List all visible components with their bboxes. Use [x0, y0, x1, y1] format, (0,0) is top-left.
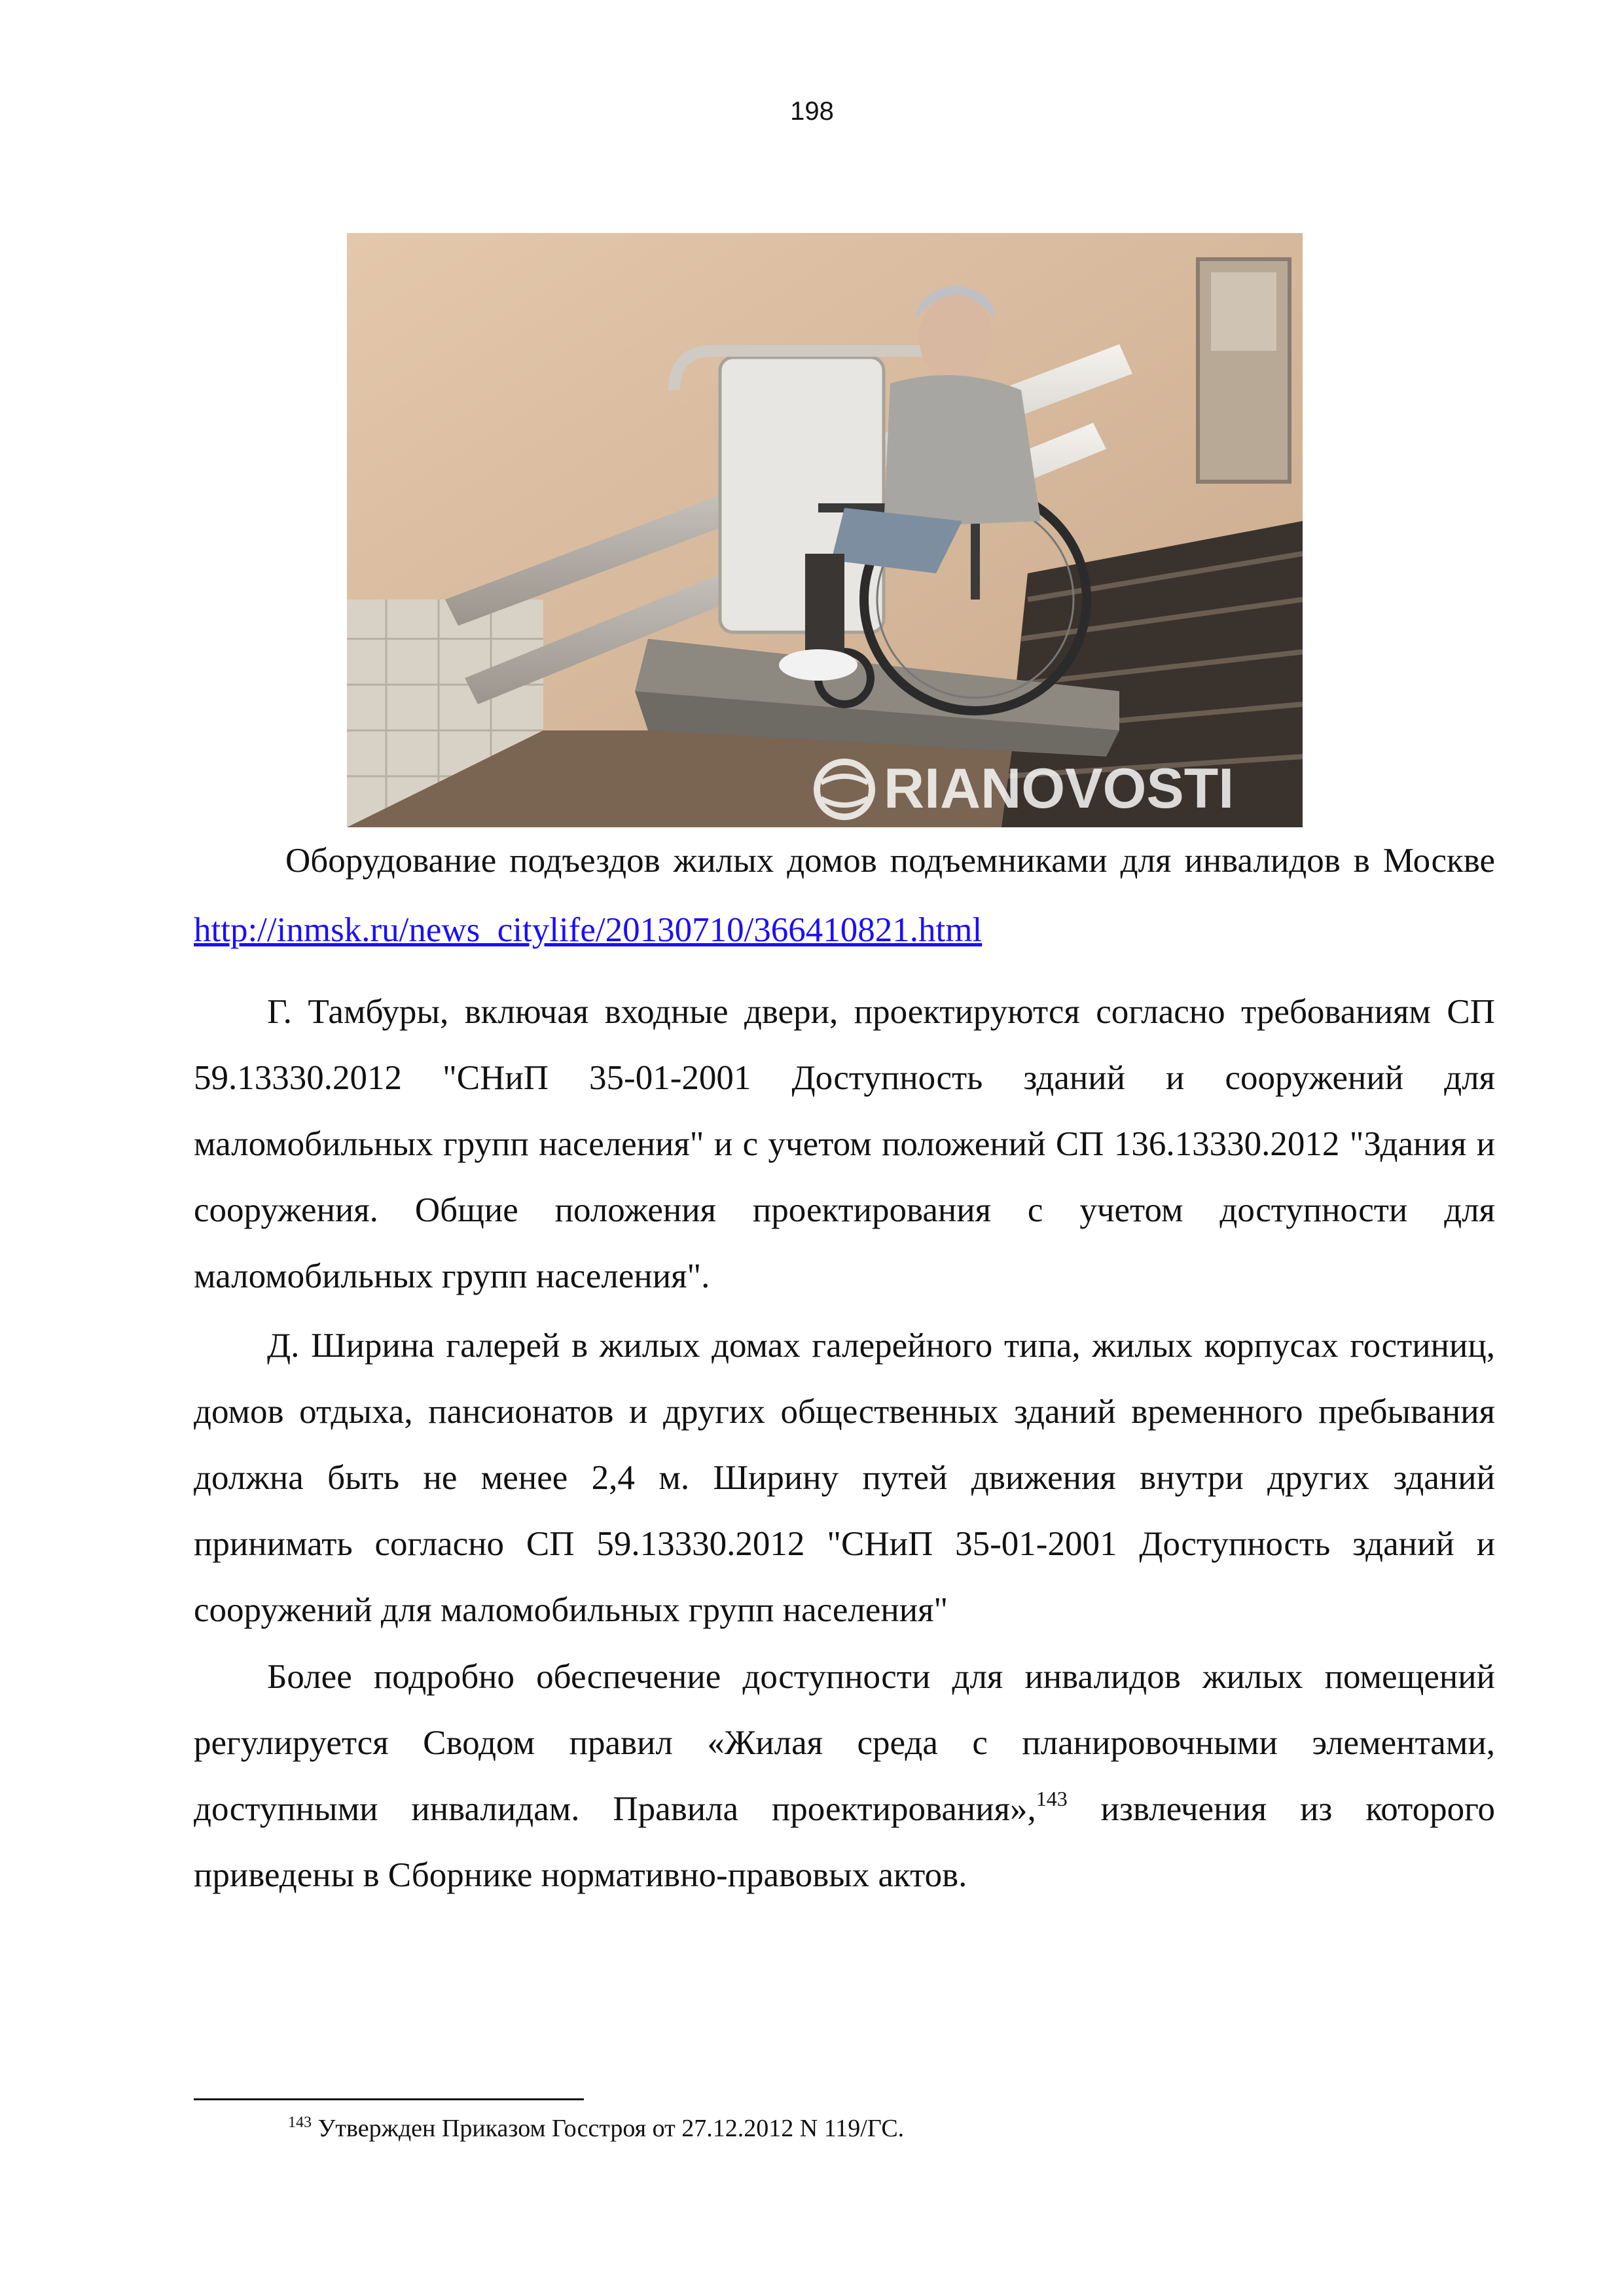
paragraph-g: Г. Тамбуры, включая входные двери, проектируются согласно требованиям СП 59.13330.2012 "СНиП 35-01-2001 Доступность зданий и сооружений для маломобильных групп населения" и с учетом положений СП 136.13330.2012 "Здания и сооружения. Общие положения проектирования с учетом доступности для маломобильных групп населения".: [194, 993, 1495, 1295]
paragraph-more-info: [194, 1644, 1495, 1909]
photo-caption: [194, 826, 1495, 965]
footnote-divider: [194, 2098, 584, 2100]
paragraph-text-before-ref: Более подробно обеспечение доступности для инвалидов жилых помещений регулируется Сводом правил «Жилая среда с планировочными элементами, доступными инвалидам. Правила проектирования»,: [194, 1658, 1495, 1828]
paragraph-d: Д. Ширина галерей в жилых домах галерейного типа, жилых корпусах гостиниц, домов отдыха, пансионатов и других общественных зданий временного пребывания должна быть не менее 2,4 м. Ширину путей движения внутри других зданий принимать согласно СП 59.13330.2012 "СНиП 35-01-2001 Доступность зданий и сооружений для маломобильных групп населения": [194, 1327, 1495, 1629]
photo-stair-lift: [347, 233, 1303, 827]
caption-text: Оборудование подъездов жилых домов подъемниками для инвалидов в Москве: [285, 842, 1495, 880]
footnote-ref-143[interactable]: 143: [1036, 1787, 1068, 1810]
caption-source-link[interactable]: http://inmsk.ru/news_citylife/20130710/366410821.html: [194, 911, 983, 949]
footnote-number: 143: [288, 2114, 312, 2131]
footnote-text: Утвержден Приказом Госстроя от 27.12.2012 N 119/ГС.: [312, 2115, 905, 2142]
photo-watermark: RIANOVOSTI: [884, 757, 1235, 820]
footnote: [288, 2109, 1492, 2148]
paragraph-text-after-ref: извлечения из которого приведены в Сборнике нормативно-правовых актов.: [194, 1790, 1495, 1894]
stair-lift-illustration: [347, 233, 1303, 827]
page-number: 198: [790, 97, 834, 126]
